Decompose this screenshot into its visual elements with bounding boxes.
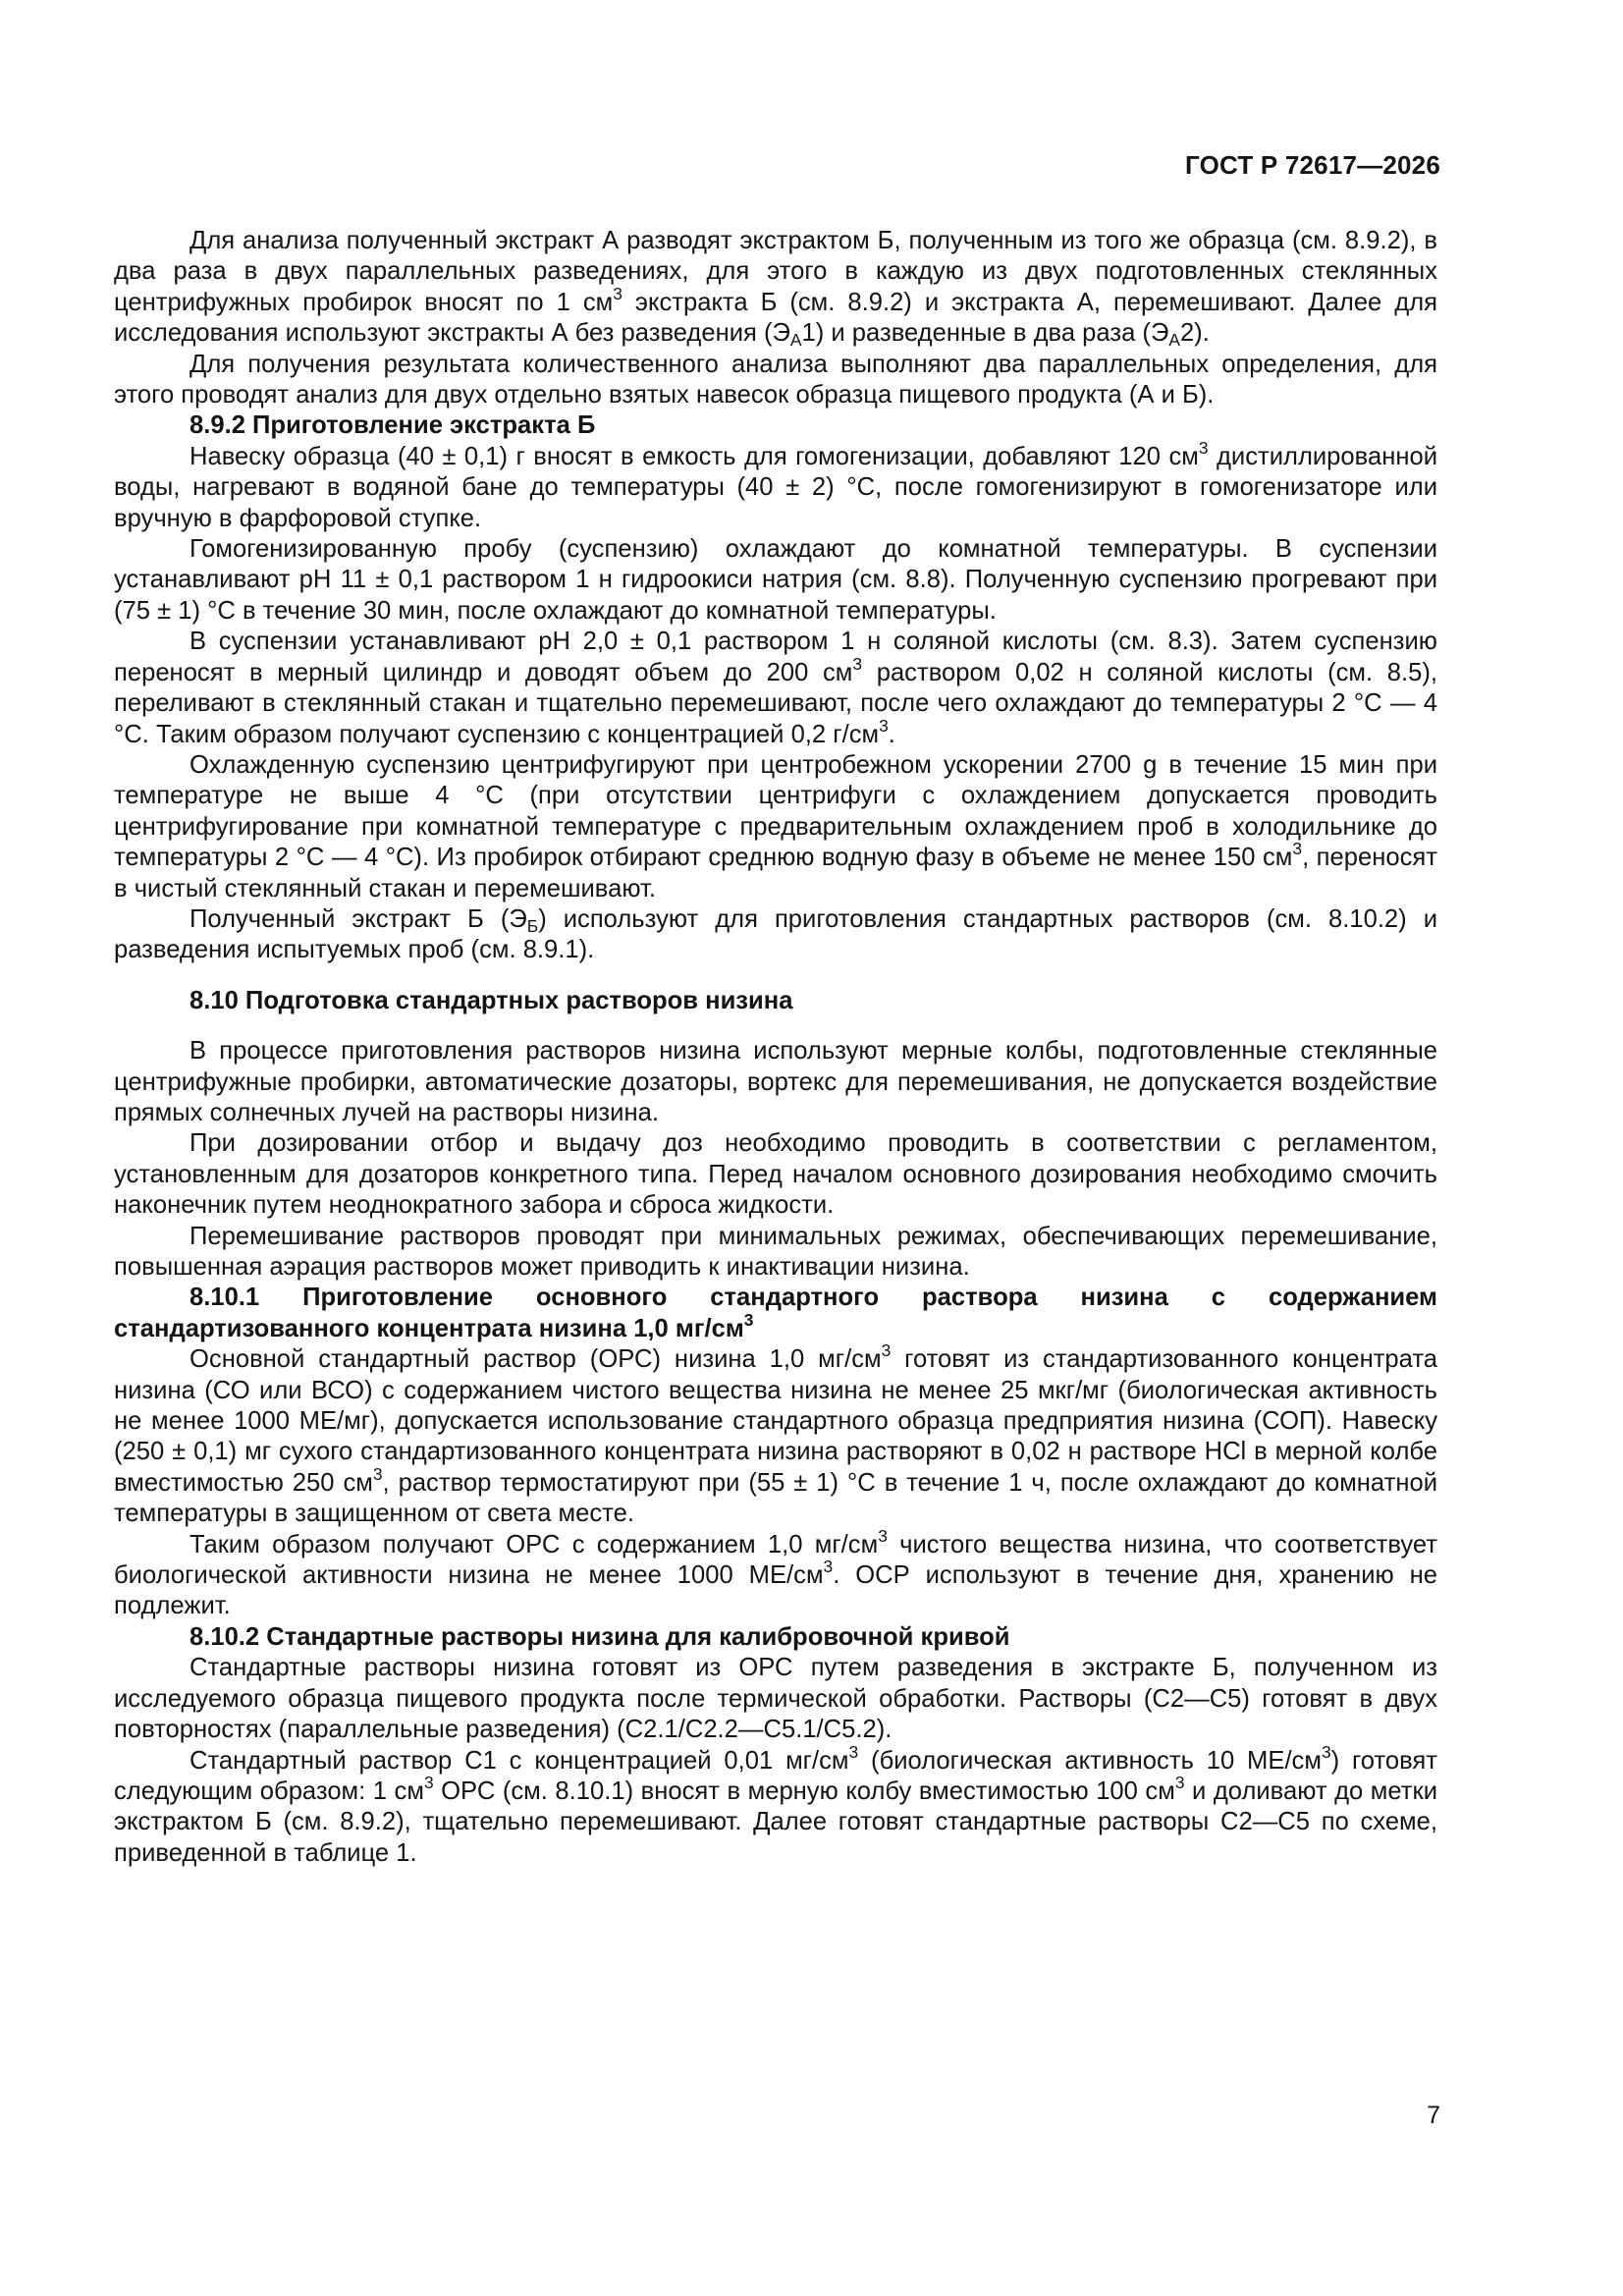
- paragraph-calibration-solutions: Стандартные растворы низина готовят из ОРС путем разведения в экстракте Б, полученном из исследуемого образца пищевого продукта после термической обработки. Растворы (С2—С5) готовят в двух повторностях (параллельные разведения) (С2.1/С2.2—С5.1/С5.2).: [114, 1654, 1437, 1744]
- paragraph-centrifugation: Охлажденную суспензию центрифугируют при центробежном ускорении 2700 g в течение 15 мин при температуре не выше 4 °С (при отсутствии центрифуги с охлаждением допускается проводить центрифугирование при комнатной температуре с предварительным охлаждением проб в холодильнике до температуры 2 °С — 4 °С). Из пробирок отбирают среднюю водную фазу в объеме не менее 150 $см^3$, переносят в чистый стеклянный стакан и перемешивают.: [114, 750, 1437, 902]
- heading-8-10-2: 8.10.2 Стандартные растворы низина для калибровочной кривой: [189, 1622, 1010, 1651]
- document-body: [114, 226, 1437, 1869]
- paragraph-c1-preparation: Стандартный раствор С1 с концентрацией 0,01 $мг/см^3$ (биологическая активность 10 $МЕ/см^3$) готовят следующим образом: 1 $см^3$ ОРС (см. 8.10.1) вносят в мерную колбу вместимостью 100 $см^3$ и доливают до метки экстрактом Б (см. 8.9.2), тщательно перемешивают. Далее готовят стандартные растворы С2—С5 по схеме, приведенной в таблице 1.: [114, 1741, 1438, 1867]
- paragraph-extract-b-usage: Полученный экстракт Б $(Э_Б)$ используют для приготовления стандартных растворов (см. 8.10.2) и разведения испытуемых проб (см. 8.9.1).: [114, 904, 1437, 964]
- paragraph-extract-a-dilution: Для анализа полученный экстракт А разводят экстрактом Б, полученным из того же образца (см. 8.9.2), в два раза в двух параллельных разведениях, для этого в каждую из двух подготовленных стеклянных центрифужных пробирок вносят по 1 $см^3$ экстракта Б (см. 8.9.2) и экстракта А, перемешивают. Далее для исследования используют экстракты А без разведения $(Э_А1)$ и разведенные в два раза $(Э_А2)$.: [114, 227, 1438, 351]
- heading-8-9-2: 8.9.2 Приготовление экстракта Б: [189, 411, 596, 440]
- paragraph-ors-preparation: Основной стандартный раствор (ОРС) низина 1,0 $мг/см^3$ готовят из стандартизованного концентрата низина (СО или ВСО) с содержанием чистого вещества низина не менее 25 мкг/мг (биологическая активность не менее 1000 МЕ/мг), допускается использование стандартного образца предприятия низина (СОП). Навеску (250 ± 0,1) мг сухого стандартизованного концентрата низина растворяют в 0,02 н растворе HCl в мерной колбе вместимостью 250 $см^3$, раствор термостатируют при (55 ± 1) °С в течение 1 ч, после охлаждают до комнатной температуры в защищенном от света месте.: [114, 1340, 1438, 1528]
- paragraph-sample-homogenization: Навеску образца (40 ± 0,1) г вносят в емкость для гомогенизации, добавляют 120 $см^3$ дистиллированной воды, нагревают в водяной бане до температуры (40 ± 2) °С, после гомогенизируют в гомогенизаторе или вручную в фарфоровой ступке.: [114, 438, 1437, 532]
- paragraph-parallel-determinations: Для получения результата количественного анализа выполняют два параллельных определения, для этого проводят анализ для двух отдельно взятых навесок образца пищевого продукта (А и Б).: [114, 350, 1437, 410]
- heading-8-10: 8.10 Подготовка стандартных растворов низина: [189, 986, 793, 1014]
- document-code: ГОСТ Р 72617—2026: [1185, 150, 1440, 180]
- paragraph-ors-result: Таким образом получают ОРС с содержанием 1,0 $мг/см^3$ чистого вещества низина, что соответствует биологической активности низина не менее 1000 $МЕ/см^3$. ОСР используют в течение дня, хранению не подлежит.: [114, 1525, 1438, 1620]
- paragraph-suspension-ph2: В суспензии устанавливают рН 2,0 ± 0,1 раствором 1 н соляной кислоты (см. 8.3). Затем суспензию переносят в мерный цилиндр и доводят объем до 200 $см^3$ раствором 0,02 н соляной кислоты (см. 8.5), переливают в стеклянный стакан и тщательно перемешивают, после чего охлаждают до температуры 2 °С — 4 °С. Таким образом получают суспензию с концентрацией 0,2 $г/см^3$.: [114, 628, 1437, 748]
- paragraph-suspension-ph11: Гомогенизированную пробу (суспензию) охлаждают до комнатной температуры. В суспензии устанавливают рН 11 ± 0,1 раствором 1 н гидроокиси натрия (см. 8.8). Полученную суспензию прогревают при (75 ± 1) °С в течение 30 мин, после охлаждают до комнатной температуры.: [114, 535, 1437, 625]
- paragraph-nisin-equipment: В процессе приготовления растворов низина используют мерные колбы, подготовленные стеклянные центрифужные пробирки, автоматические дозаторы, вортекс для перемешивания, не допускается воздействие прямых солнечных лучей на растворы низина.: [114, 1037, 1437, 1126]
- heading-8-10-1: 8.10.1 Приготовление основного стандартного раствора низина с содержанием стандартизованного концентрата низина 1,0 $мг/см^3$: [114, 1284, 1437, 1342]
- page-number: 7: [1427, 2102, 1440, 2129]
- paragraph-mixing: Перемешивание растворов проводят при минимальных режимах, обеспечивающих перемешивание, повышенная аэрация растворов может приводить к инактивации низина.: [114, 1222, 1437, 1281]
- paragraph-dosing: При дозировании отбор и выдачу доз необходимо проводить в соответствии с регламентом, установленным для дозаторов конкретного типа. Перед началом основного дозирования необходимо смочить наконечник путем неоднократного забора и сброса жидкости.: [114, 1129, 1437, 1220]
